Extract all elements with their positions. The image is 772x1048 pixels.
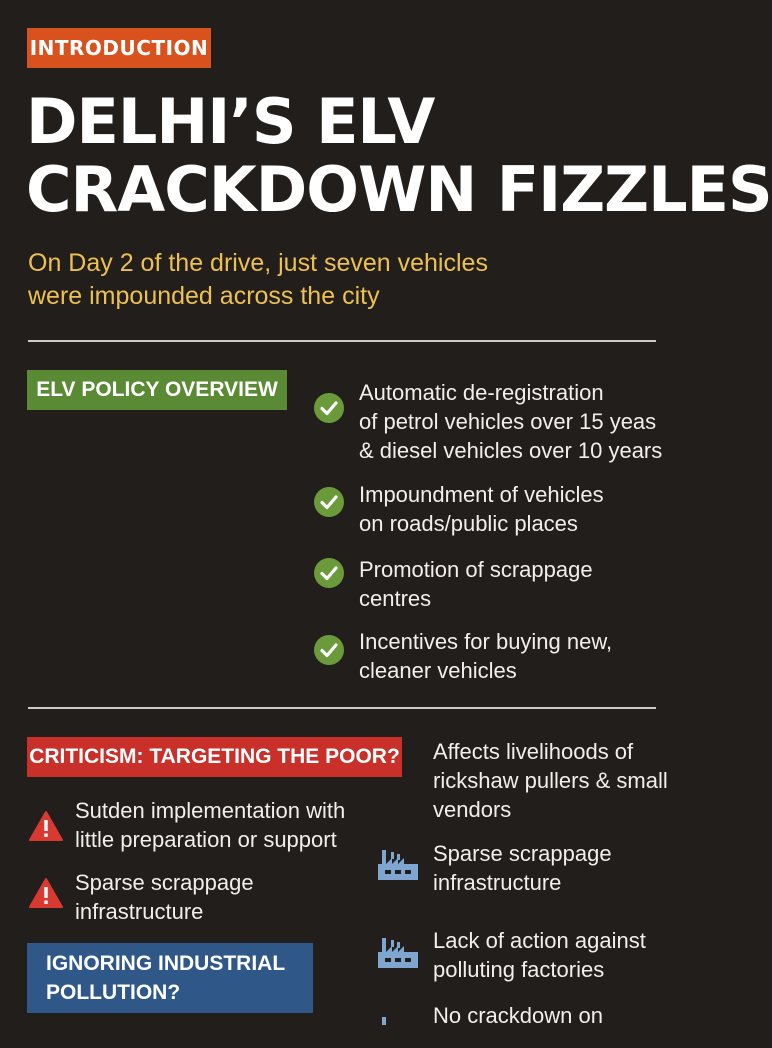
policy-item-line: Automatic de-registration xyxy=(359,380,604,405)
policy-item-text xyxy=(359,627,612,685)
policy-item-line: Promotion of scrappage xyxy=(359,557,593,582)
title-line-2: CRACKDOWN FIZZLES xyxy=(26,153,772,226)
industrial-pollution-tag xyxy=(27,943,313,1013)
policy-item-line: centres xyxy=(359,586,432,611)
factory-icon xyxy=(376,934,420,970)
title-line-1: DELHI’S ELV xyxy=(26,85,435,158)
policy-item-text xyxy=(359,378,662,465)
factory-icon xyxy=(376,846,420,882)
industrial-tag-line-2: POLLUTION? xyxy=(46,981,181,1004)
right-item-line: vendors xyxy=(433,797,512,822)
right-item-line: rickshaw pullers & small xyxy=(433,768,668,793)
criticism-item-line: infrastructure xyxy=(75,899,204,924)
subtitle xyxy=(28,247,648,313)
policy-item-text xyxy=(359,480,604,538)
policy-item-text xyxy=(359,555,593,613)
policy-item-line: Incentives for buying new, xyxy=(359,629,613,654)
criticism-tag: CRITICISM: TARGETING THE POOR? xyxy=(27,737,402,777)
right-item-line: Affects livelihoods of xyxy=(433,739,634,764)
right-item xyxy=(433,839,612,897)
criticism-item-line: Sparse scrappage xyxy=(75,870,254,895)
right-item xyxy=(433,1001,603,1030)
warning-icon xyxy=(28,877,64,909)
criticism-item-line: little preparation or support xyxy=(75,827,337,852)
right-item-line: No crackdown on xyxy=(433,1003,603,1028)
factory-icon xyxy=(376,1012,420,1048)
policy-item-line: Impoundment of vehicles xyxy=(359,482,604,507)
warning-icon xyxy=(28,810,64,842)
divider xyxy=(28,707,656,709)
check-icon xyxy=(314,635,344,665)
page-title xyxy=(26,85,772,226)
policy-item-line: cleaner vehicles xyxy=(359,658,517,683)
policy-overview-tag: ELV POLICY OVERVIEW xyxy=(27,370,287,410)
right-item-line: polluting factories xyxy=(433,957,605,982)
check-icon xyxy=(314,487,344,517)
right-item-line: infrastructure xyxy=(433,870,562,895)
check-icon xyxy=(314,558,344,588)
right-item xyxy=(433,926,646,984)
right-item-line: Sparse scrappage xyxy=(433,841,612,866)
subtitle-line-2: were impounded across the city xyxy=(28,282,380,310)
divider xyxy=(28,340,656,342)
criticism-item xyxy=(75,796,345,854)
criticism-item xyxy=(75,868,254,926)
policy-item-line: on roads/public places xyxy=(359,511,578,536)
industrial-tag-line-1: IGNORING INDUSTRIAL xyxy=(46,952,286,975)
criticism-item-line: Sutden implementation with xyxy=(75,798,346,823)
subtitle-line-1: On Day 2 of the drive, just seven vehicles xyxy=(28,249,488,277)
check-icon xyxy=(314,393,344,423)
right-item-line: Lack of action against xyxy=(433,928,646,953)
policy-item-line: & diesel vehicles over 10 years xyxy=(359,438,663,463)
policy-item-line: of petrol vehicles over 15 yeas xyxy=(359,409,657,434)
introduction-tag: INTRODUCTION xyxy=(27,28,211,68)
right-item xyxy=(433,737,668,824)
